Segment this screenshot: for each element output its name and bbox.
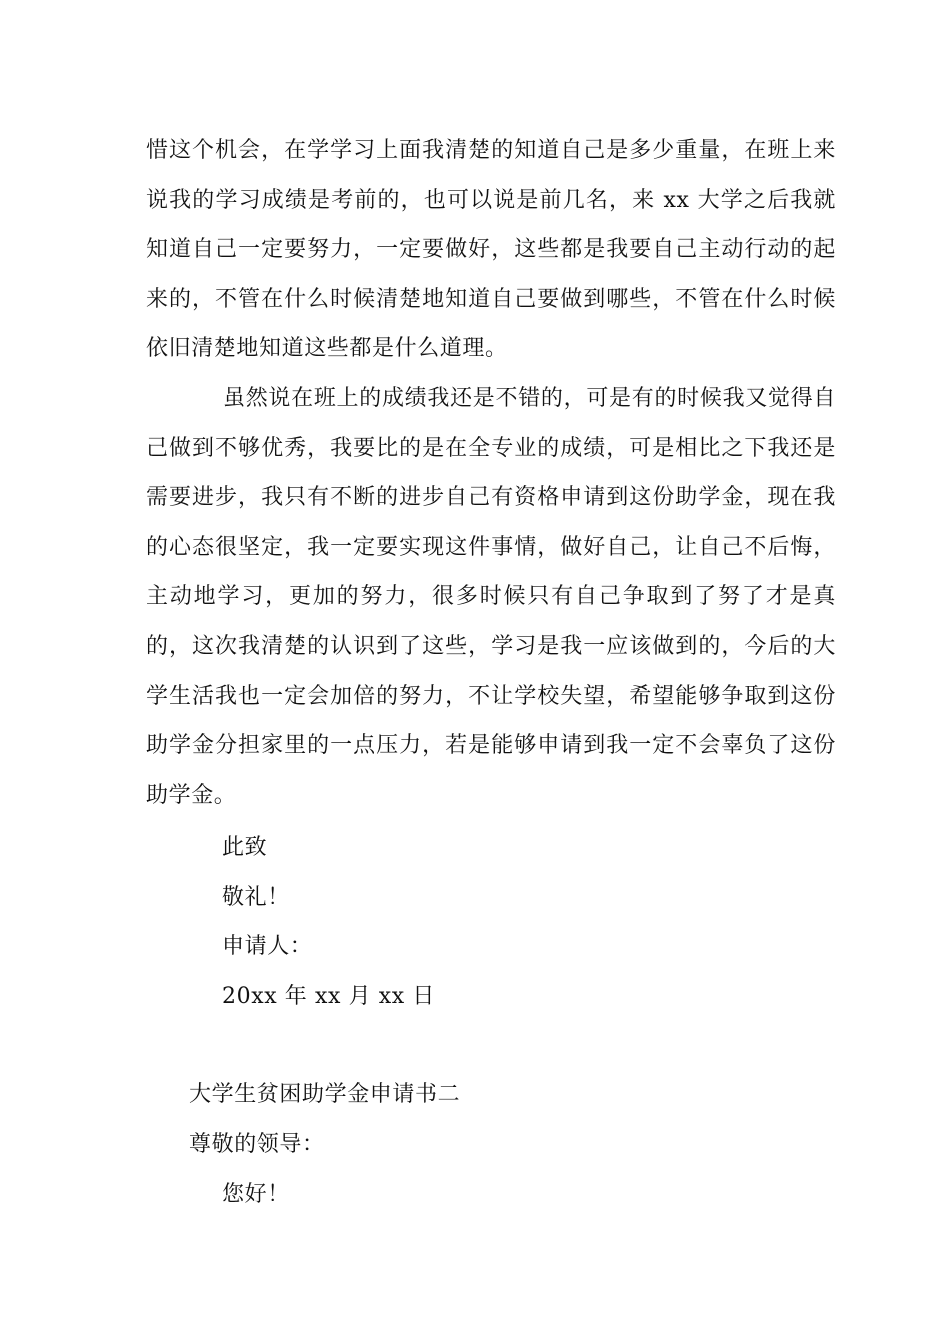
section-title: 大学生贫困助学金申请书二 [189,1082,461,1107]
salutation: 尊敬的领导： [189,1132,325,1157]
date-line: 20xx 年 xx 月 xx 日 [222,984,436,1009]
body-paragraph-1: 惜这个机会，在学学习上面我清楚的知道自己是多少重量，在班上来说我的学习成绩是考前的，也可以说是前几名，来 xx 大学之后我就知道自己一定要努力，一定要做好，这些都是我要自己主动行动的起来的，不管在什么时候清楚地知道自己要做到哪些，不管在什么时候依旧清楚地知道这些都是什么道理。 [146,138,836,362]
applicant-label: 申请人： [222,934,313,959]
greeting: 您好！ [222,1182,290,1207]
body-paragraph-2: 虽然说在班上的成绩我还是不错的，可是有的时候我又觉得自己做到不够优秀，我要比的是在全专业的成绩，可是相比之下我还是需要进步，我只有不断的进步自己有资格申请到这份助学金，现在我的心态很坚定，我一定要实现这件事情，做好自己，让自己不后悔，主动地学习，更加的努力，很多时候只有自己争取到了努了才是真的，这次我清楚的认识到了这些，学习是我一应该做到的，今后的大学生活我也一定会加倍的努力，不让学校失望，希望能够争取到这份助学金分担家里的一点压力，若是能够申请到我一定不会辜负了这份助学金。 [146,386,836,808]
closing-line-1: 此致 [222,835,268,860]
closing-line-2: 敬礼！ [222,885,290,910]
